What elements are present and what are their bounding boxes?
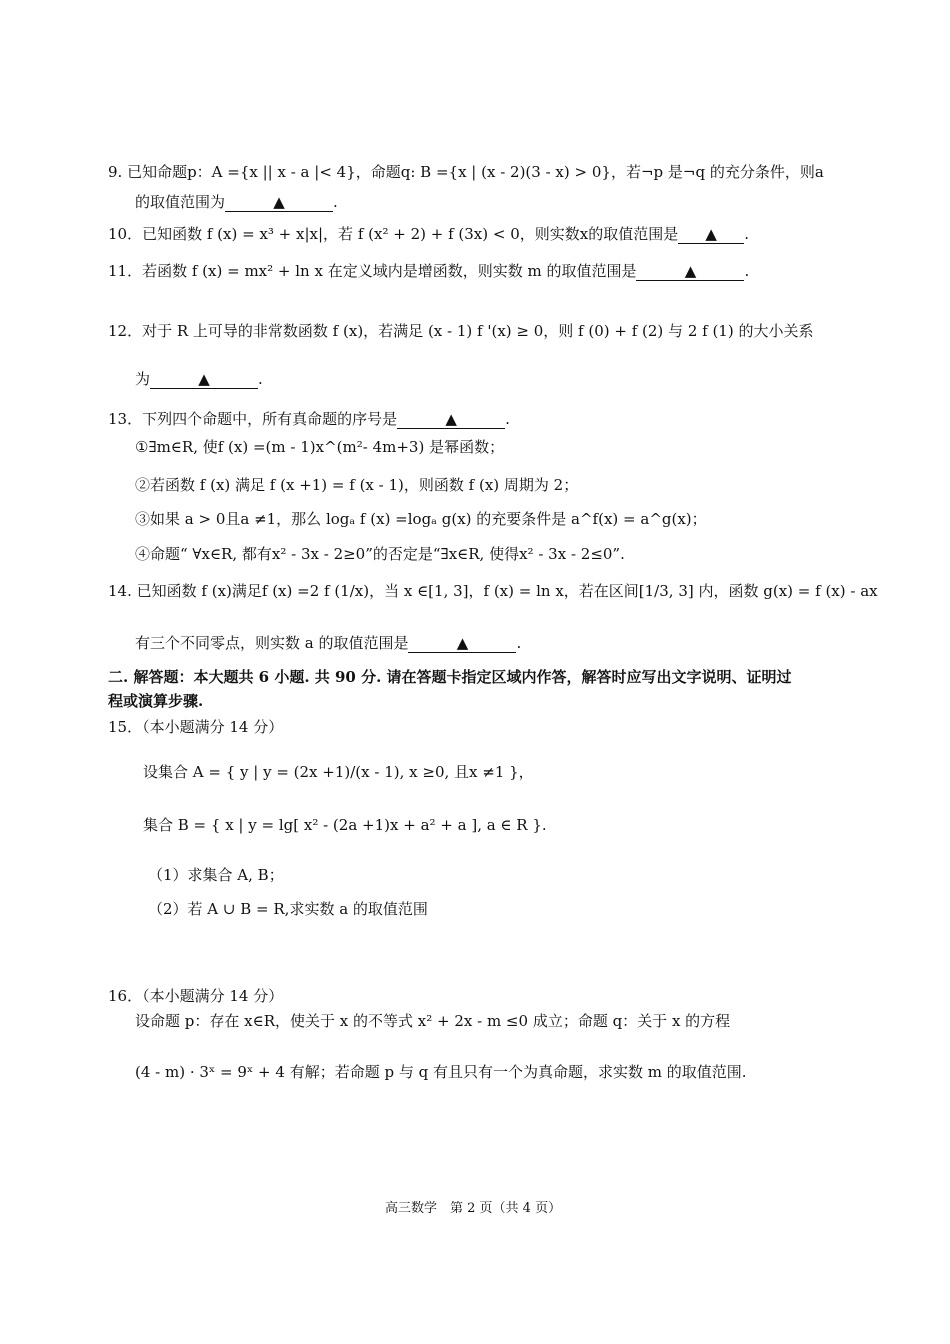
q9-marker: ▲ <box>273 193 285 211</box>
q10-answer-blank <box>678 225 744 244</box>
q16-line2: (4 - m) · 3ˣ = 9ˣ + 4 有解；若命题 p 与 q 有且只有一个为真命题，求实数 m 的取值范围. <box>135 1063 747 1081</box>
q11-line: 11．若函数 f (x) = mx² + ln x 在定义域内是增函数，则实数 m 的取值范围是 ▲ . <box>108 262 750 280</box>
q13-line: 13．下列四个命题中，所有真命题的序号是 ▲ . <box>108 410 510 428</box>
q13-answer-blank <box>397 410 505 429</box>
q12-line2: 为 ▲ . <box>135 370 263 388</box>
q10-marker: ▲ <box>705 225 717 243</box>
q13-item-2: ②若函数 f (x) 满足 f (x +1) = f (x - 1)，则函数 f (x) 周期为 2； <box>135 476 579 494</box>
q16-header: 16．（本小题满分 14 分） <box>108 987 284 1005</box>
q15-set-a: 设集合 A = { y | y = (2x +1)/(x - 1), x ≥0, 且x ≠1 }， <box>143 763 534 781</box>
q9-line2: 的取值范围为 ▲ . <box>135 193 338 211</box>
q11-answer-blank <box>636 262 744 281</box>
q12-marker: ▲ <box>198 370 210 388</box>
q11-text: 11．若函数 f (x) = mx² + ln x 在定义域内是增函数，则实数 m 的取值范围是 <box>108 262 637 280</box>
q16-line1: 设命题 p：存在 x∈R，使关于 x 的不等式 x² + 2x - m ≤0 成立；命题 q：关于 x 的方程 <box>135 1012 731 1030</box>
q12-answer-blank <box>150 370 258 389</box>
q14-line2-text: 有三个不同零点，则实数 a 的取值范围是 <box>135 634 409 652</box>
q14-line1: 14. 已知函数 f (x)满足f (x) =2 f (1/x)，当 x ∈[1, 3]，f (x) = ln x，若在区间[1/3, 3] 内，函数 g(x) = f (x) - ax <box>108 582 878 600</box>
q15-set-b: 集合 B = { x | y = lg[ x² - (2a +1)x + a² + a ], a ∈ R }. <box>143 816 547 834</box>
q13-marker: ▲ <box>445 410 457 428</box>
q15-part1: （1）求集合 A, B； <box>148 866 284 884</box>
q13-text: 13．下列四个命题中，所有真命题的序号是 <box>108 410 398 428</box>
q14-line2: 有三个不同零点，则实数 a 的取值范围是 ▲ . <box>135 634 522 652</box>
q10-text: 10．已知函数 f (x) = x³ + x|x|，若 f (x² + 2) + f (3x) < 0，则实数x的取值范围是 <box>108 225 679 243</box>
page-footer: 高三数学 第 2 页（共 4 页） <box>385 1201 562 1216</box>
q9-line2-text: 的取值范围为 <box>135 193 226 211</box>
q12-line1: 12．对于 R 上可导的非常数函数 f (x)，若满足 (x - 1) f '(x) ≥ 0，则 f (0) + f (2) 与 2 f (1) 的大小关系 <box>108 322 814 340</box>
q12-line2-text: 为 <box>135 370 151 388</box>
q9-line1: 9. 已知命题p：A ={x || x - a |< 4}，命题q: B ={x | (x - 2)(3 - x) > 0}，若¬p 是¬q 的充分条件，则a <box>108 163 824 181</box>
section2-heading-line2: 程或演算步骤. <box>108 692 204 710</box>
section2-heading-line1: 二. 解答题：本大题共 6 小题. 共 90 分. 请在答题卡指定区域内作答，解答时应写出文字说明、证明过 <box>108 668 792 686</box>
q11-marker: ▲ <box>684 262 697 280</box>
q13-item-1: ①∃m∈R, 使f (x) =(m - 1)x^(m²- 4m+3) 是幂函数； <box>135 438 505 456</box>
q9-answer-blank <box>225 193 333 212</box>
q15-header: 15．（本小题满分 14 分） <box>108 718 284 736</box>
q10-line: 10．已知函数 f (x) = x³ + x|x|，若 f (x² + 2) + f (3x) < 0，则实数x的取值范围是 ▲ . <box>108 225 749 243</box>
q14-answer-blank <box>408 634 516 653</box>
q13-item-3: ③如果 a > 0且a ≠1，那么 logₐ f (x) =logₐ g(x) 的充要条件是 a^f(x) = a^g(x)； <box>135 510 707 528</box>
q15-part2: （2）若 A ∪ B = R,求实数 a 的取值范围 <box>148 900 428 918</box>
q13-item-4: ④命题“ ∀x∈R, 都有x² - 3x - 2≥0”的否定是“∃x∈R, 使得x² - 3x - 2≤0”. <box>135 545 625 563</box>
q14-marker: ▲ <box>456 634 469 652</box>
